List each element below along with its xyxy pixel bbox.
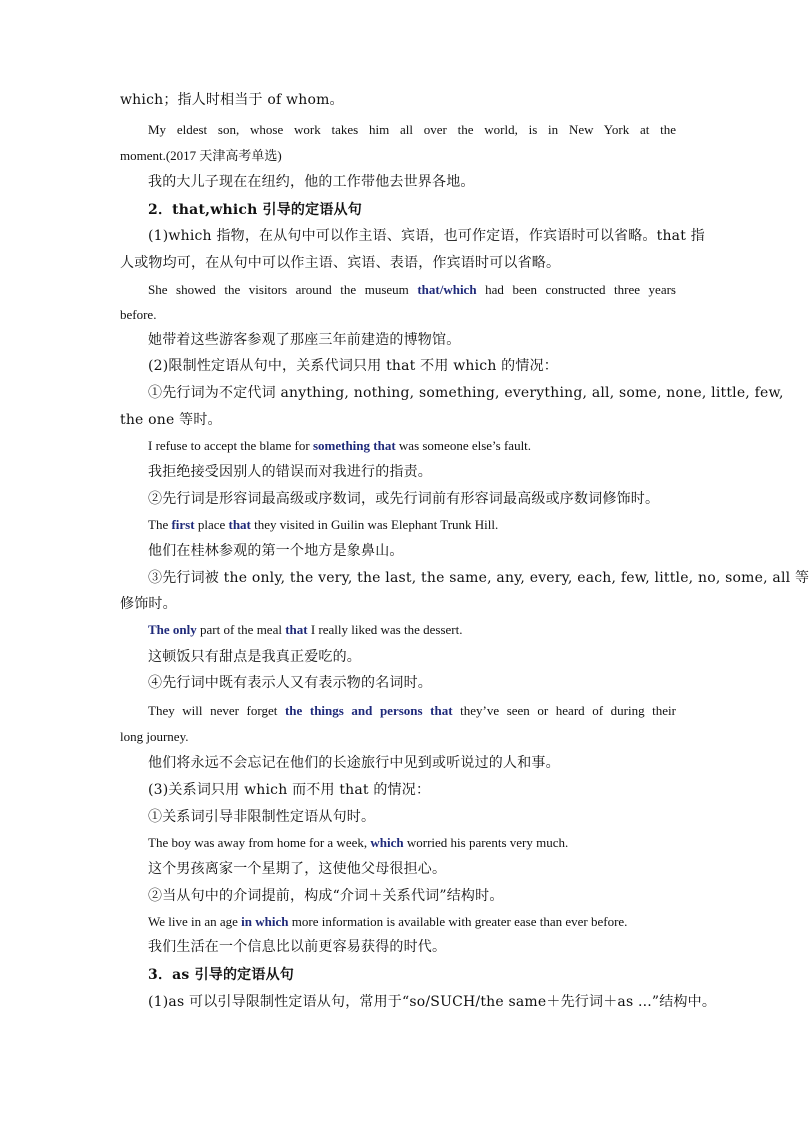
text-line xyxy=(120,647,676,667)
text-segment: ①关系词引导非限制性定语从句时。 xyxy=(148,809,376,825)
text-segment: ③先行词被 the only, the very, the last, the same, any, every, each, few, little, no, some, all 等 xyxy=(148,570,809,586)
highlighted-text: The only xyxy=(148,622,197,637)
text-segment: had been constructed three years xyxy=(476,282,676,297)
highlighted-text: in which xyxy=(241,914,289,929)
text-line xyxy=(120,330,676,350)
highlighted-text: that xyxy=(228,517,251,532)
text-segment: My eldest son, whose work takes him all over the world, is in New York at the xyxy=(148,122,676,137)
text-segment: 我的大儿子现在在纽约，他的工作带他去世界各地。 xyxy=(148,174,475,190)
text-line xyxy=(120,859,676,879)
text-line xyxy=(120,937,676,957)
text-line xyxy=(120,146,676,166)
text-line xyxy=(120,886,676,906)
text-line xyxy=(120,383,784,403)
text-segment: ①先行词为不定代词 anything, nothing, something, everything, all, some, none, little, few, xyxy=(148,385,784,401)
text-segment: before. xyxy=(120,307,157,322)
text-line xyxy=(120,912,676,932)
section-heading: 2．that,which 引导的定语从句 xyxy=(148,202,362,218)
text-line xyxy=(120,226,705,246)
text-segment: 这顿饭只有甜点是我真正爱吃的。 xyxy=(148,649,361,665)
text-segment: which；指人时相当于 of whom。 xyxy=(120,92,344,108)
text-segment: The boy was away from home for a week, xyxy=(148,835,371,850)
text-segment: They will never forget xyxy=(148,703,285,718)
highlighted-text: that xyxy=(285,622,308,637)
text-segment: (1)which 指物，在从句中可以作主语、宾语，也可作定语，作宾语时可以省略。that 指 xyxy=(148,228,705,244)
text-segment: part of the meal xyxy=(196,622,286,637)
text-segment: 我们生活在一个信息比以前更容易获得的时代。 xyxy=(148,939,447,955)
text-segment: more information is available with greater ease than ever before. xyxy=(288,914,628,929)
text-segment: worried his parents very much. xyxy=(403,835,569,850)
text-line xyxy=(120,120,676,140)
highlighted-text: which xyxy=(370,835,404,850)
text-segment: 这个男孩离家一个星期了，这使他父母很担心。 xyxy=(148,861,447,877)
text-segment: they visited in Guilin was Elephant Trunk Hill. xyxy=(250,517,499,532)
text-segment: 他们在桂林参观的第一个地方是象鼻山。 xyxy=(148,543,404,559)
text-segment: ②当从句中的介词提前，构成“介词＋关系代词”结构时。 xyxy=(148,888,504,904)
text-line xyxy=(120,90,676,110)
text-line xyxy=(120,833,676,853)
text-line xyxy=(120,780,676,800)
text-segment: (3)关系词只用 which 而不用 that 的情况： xyxy=(148,782,431,798)
text-line xyxy=(120,253,676,273)
text-line xyxy=(120,280,676,300)
text-segment: (1)as 可以引导限制性定语从句，常用于“so/SUCH/the same＋先行词＋as ...”结构中。 xyxy=(148,994,717,1010)
text-segment: She showed the visitors around the museum xyxy=(148,282,418,297)
text-segment: The xyxy=(148,517,172,532)
text-segment: place xyxy=(194,517,229,532)
text-segment: 我拒绝接受因别人的错误而对我进行的指责。 xyxy=(148,464,432,480)
text-line xyxy=(120,620,676,640)
text-line xyxy=(120,727,676,747)
text-segment: 修饰时。 xyxy=(120,596,177,612)
text-line xyxy=(120,200,676,220)
text-segment: was someone else’s fault. xyxy=(395,438,532,453)
text-line xyxy=(120,489,676,509)
text-line xyxy=(120,462,676,482)
text-segment: 人或物均可，在从句中可以作主语、宾语、表语，作宾语时可以省略。 xyxy=(120,255,561,271)
text-line xyxy=(120,594,676,614)
highlighted-text: something that xyxy=(312,438,396,453)
text-segment: ④先行词中既有表示人又有表示物的名词时。 xyxy=(148,675,432,691)
highlighted-text: first xyxy=(171,517,195,532)
text-line xyxy=(120,753,676,773)
text-segment: they’ve seen or heard of during their xyxy=(452,703,677,718)
text-line xyxy=(120,172,676,192)
text-line xyxy=(120,305,676,325)
text-segment: long journey. xyxy=(120,729,189,744)
highlighted-text: the things and persons that xyxy=(284,703,453,718)
text-line xyxy=(120,568,809,588)
text-segment: 他们将永远不会忘记在他们的长途旅行中见到或听说过的人和事。 xyxy=(148,755,560,771)
text-segment: the one 等时。 xyxy=(120,412,222,428)
text-line xyxy=(120,541,676,561)
text-segment: We live in an age xyxy=(148,914,242,929)
text-line xyxy=(120,701,676,721)
text-line xyxy=(120,807,676,827)
text-line xyxy=(120,356,676,376)
text-segment: ②先行词是形容词最高级或序数词，或先行词前有形容词最高级或序数词修饰时。 xyxy=(148,491,660,507)
text-line xyxy=(120,965,676,985)
text-segment: I really liked was the dessert. xyxy=(307,622,463,637)
text-segment: (2)限制性定语从句中，关系代词只用 that 不用 which 的情况： xyxy=(148,358,558,374)
text-segment: moment.(2017 天津高考单选) xyxy=(120,148,282,163)
text-line xyxy=(120,515,676,535)
text-segment: I refuse to accept the blame for xyxy=(148,438,313,453)
text-line xyxy=(120,673,676,693)
text-line xyxy=(120,992,717,1012)
highlighted-text: that/which xyxy=(417,282,477,297)
text-segment: 她带着这些游客参观了那座三年前建造的博物馆。 xyxy=(148,332,461,348)
section-heading: 3．as 引导的定语从句 xyxy=(148,967,294,983)
text-line xyxy=(120,436,676,456)
text-line xyxy=(120,410,676,430)
